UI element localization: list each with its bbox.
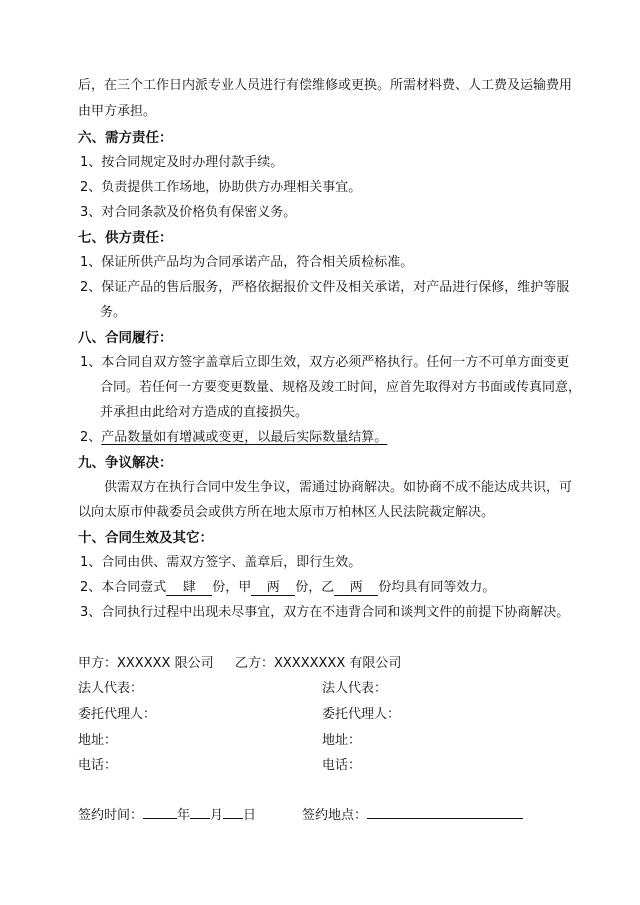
party-a-rep-label: 法人代表： [78,681,144,696]
continuation-line-2: 由甲方承担。 [78,104,157,119]
year-blank [143,805,177,819]
party-b-rep-label: 法人代表： [322,681,388,696]
section-8-item-1-line-3: 并承担由此给对方造成的直接损失。 [100,405,309,420]
section-6-title: 六、需方责任： [78,130,173,146]
signing-place-row [302,805,523,824]
party-a-name: 甲方：XXXXXX 限公司 [78,656,214,671]
section-7-item-1: 1、保证所供产品均为合同承诺产品，符合相关质检标准。 [80,255,414,270]
party-a-address-label: 地址： [78,733,118,748]
section-6-item-2: 2、负责提供工作场地，协助供方办理相关事宜。 [80,180,362,195]
section-10-item-3: 3、合同执行过程中出现未尽事宜，双方在不违背合同和谈判文件的前提下协商解决。 [80,605,570,620]
section-8-item-1-line-2: 合同。若任何一方要变更数量、规格及竣工时间，应首先取得对方书面或传真同意， [100,380,582,395]
place-blank [367,805,523,819]
continuation-line-1: 后，在三个工作日内派专业人员进行有偿维修或更换。所需材料费、人工费及运输费用 [78,78,573,93]
copies-party-b-blank: 两 [334,581,378,596]
copies-total-blank: 肆 [166,581,212,596]
section-7-title: 七、供方责任： [78,230,173,246]
month-blank [190,805,210,819]
section-7-item-2-line-1: 2、保证产品的售后服务，严格依据报价文件及相关承诺，对产品进行保修，维护等服 [80,280,570,295]
signing-time-row [78,805,256,824]
section-8-item-2-prefix: 2、 [80,430,102,445]
party-b-address-label: 地址： [322,733,362,748]
month-label: 月 [210,808,224,823]
year-label: 年 [177,808,191,823]
party-b-phone-label: 电话： [322,758,362,773]
section-8-item-2 [80,430,387,446]
section-10-title: 十、合同生效及其它： [78,530,213,546]
section-6-item-3: 3、对合同条款及价格负有保密义务。 [80,205,297,220]
party-a-agent-label: 委托代理人： [78,707,157,722]
day-label: 日 [243,808,257,823]
item-2-text-4: 份均具有同等效力。 [378,580,496,595]
signing-place-label: 签约地点： [302,808,368,823]
section-6-item-1: 1、按合同规定及时办理付款手续。 [80,155,284,170]
section-7-item-2-line-2: 务。 [100,305,127,320]
section-9-title: 九、争议解决： [78,455,173,471]
day-blank [223,805,243,819]
section-9-line-1: 供需双方在执行合同中发生争议，需通过协商解决。如协商不成不能达成共识，可 [104,480,573,495]
section-9-line-2: 以向太原市仲裁委员会或供方所在地太原市万柏林区人民法院裁定解决。 [78,505,495,520]
party-b-name: 乙方：XXXXXXXX 有限公司 [235,656,402,671]
party-b-agent-label: 委托代理人： [322,707,401,722]
party-a-phone-label: 电话： [78,758,118,773]
item-2-text-2: 份，甲 [212,580,252,595]
section-8-title: 八、合同履行： [78,330,173,346]
section-10-item-2 [80,580,495,596]
section-8-item-2-text: 产品数量如有增减或变更，以最后实际数量结算。 [101,430,388,445]
section-8-item-1-line-1: 1、本合同自双方签字盖章后立即生效，双方必须严格执行。任何一方不可单方面变更 [80,355,570,370]
signing-time-label: 签约时间： [78,808,144,823]
item-2-text-1: 2、本合同壹式 [80,580,167,595]
item-2-text-3: 份，乙 [295,580,335,595]
section-10-item-1: 1、合同由供、需双方签字、盖章后，即行生效。 [80,555,362,570]
copies-party-a-blank: 两 [251,581,295,596]
